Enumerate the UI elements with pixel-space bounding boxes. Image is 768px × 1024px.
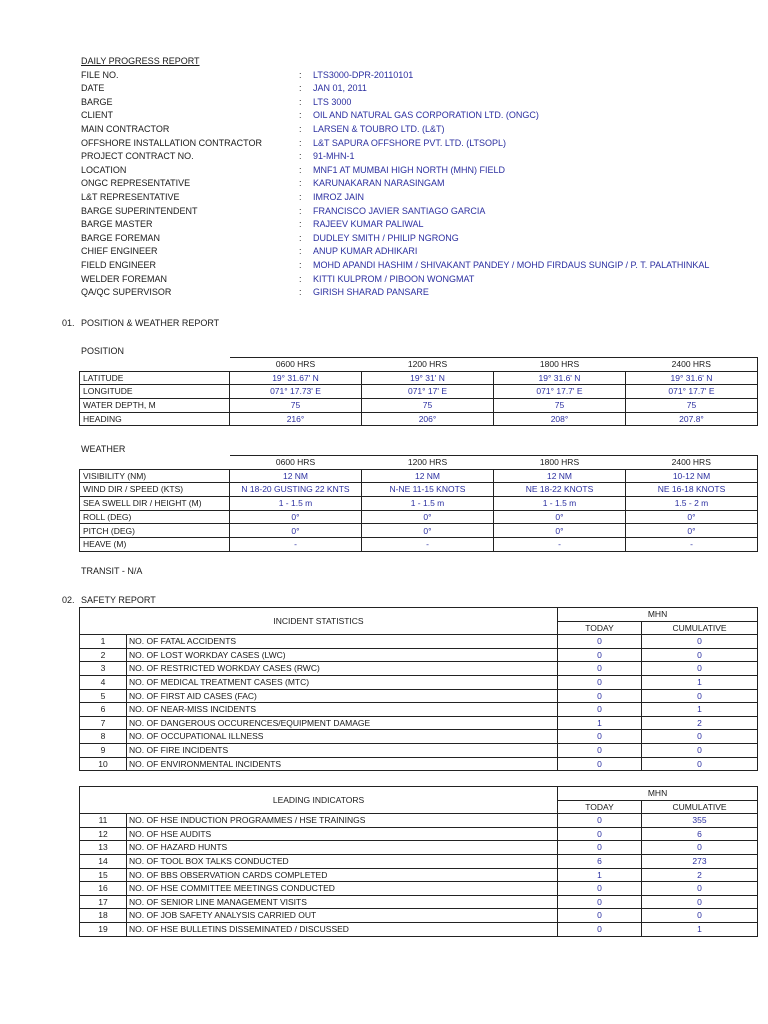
weather-column-header: 1800 HRS — [494, 456, 626, 470]
weather-cell: N-NE 11-15 KNOTS — [362, 483, 494, 497]
header-field-label: WELDER FOREMAN — [81, 273, 168, 284]
header-field-colon: : — [299, 259, 302, 270]
position-row-label: LATITUDE — [80, 371, 230, 385]
leading-today-value: 0 — [558, 922, 642, 936]
leading-cumulative-value: 1 — [642, 922, 758, 936]
header-field-colon: : — [299, 191, 302, 202]
leading-today-value: 0 — [558, 841, 642, 855]
header-field-value: OIL AND NATURAL GAS CORPORATION LTD. (ONGC) — [313, 110, 539, 121]
incident-row-number: 7 — [80, 716, 127, 730]
header-field-colon: : — [299, 110, 302, 121]
weather-cell: 0° — [362, 524, 494, 538]
weather-cell: 0° — [494, 524, 626, 538]
incident-cumulative-value: 0 — [642, 743, 758, 757]
incident-cumulative-value: 2 — [642, 716, 758, 730]
header-field-colon: : — [299, 83, 302, 94]
header-field-row — [81, 247, 761, 261]
weather-cell: 0° — [230, 524, 362, 538]
header-field-row — [81, 125, 761, 139]
leading-cumulative-value: 0 — [642, 909, 758, 923]
position-header-row — [80, 358, 758, 372]
header-field-label: FIELD ENGINEER — [81, 259, 157, 270]
header-field-colon: : — [299, 164, 302, 175]
position-cell: 75 — [494, 399, 626, 413]
header-field-value: RAJEEV KUMAR PALIWAL — [313, 219, 424, 230]
position-cell: 19° 31' N — [362, 371, 494, 385]
incident-statistics-table — [79, 607, 758, 771]
weather-cell: - — [362, 538, 494, 552]
header-field-label: OFFSHORE INSTALLATION CONTRACTOR — [81, 137, 263, 148]
leading-group-header: MHN — [558, 787, 758, 801]
header-field-label: LOCATION — [81, 164, 127, 175]
header-field-row — [81, 166, 761, 180]
position-cell: 75 — [230, 399, 362, 413]
incident-row — [80, 635, 758, 649]
leading-row-label: NO. OF JOB SAFETY ANALYSIS CARRIED OUT — [127, 909, 558, 923]
incident-row — [80, 757, 758, 771]
weather-row — [80, 497, 758, 511]
incident-row — [80, 730, 758, 744]
leading-row — [80, 882, 758, 896]
header-field-label: CHIEF ENGINEER — [81, 246, 158, 257]
weather-table — [79, 455, 758, 552]
leading-row — [80, 814, 758, 828]
incident-row — [80, 703, 758, 717]
position-row — [80, 385, 758, 399]
weather-cell: 12 NM — [230, 469, 362, 483]
weather-row-label: VISIBILITY (NM) — [80, 469, 230, 483]
weather-row-label: SEA SWELL DIR / HEIGHT (M) — [80, 497, 230, 511]
incident-today-value: 0 — [558, 730, 642, 744]
incident-row-number: 9 — [80, 743, 127, 757]
header-field-colon: : — [299, 205, 302, 216]
leading-row — [80, 841, 758, 855]
leading-cumulative-value: 6 — [642, 827, 758, 841]
leading-cumulative-value: 0 — [642, 895, 758, 909]
weather-column-header: 0600 HRS — [230, 456, 362, 470]
position-corner-cell — [80, 358, 230, 372]
header-field-value: LARSEN & TOUBRO LTD. (L&T) — [313, 123, 445, 134]
incident-row-label: NO. OF FIRE INCIDENTS — [127, 743, 558, 757]
position-cell: 071° 17' E — [362, 385, 494, 399]
header-field-label: FILE NO. — [81, 69, 119, 80]
incident-row — [80, 662, 758, 676]
incident-row — [80, 716, 758, 730]
header-field-value: KARUNAKARAN NARASINGAM — [313, 178, 445, 189]
header-field-colon: : — [299, 96, 302, 107]
position-table — [79, 357, 758, 426]
weather-row — [80, 483, 758, 497]
leading-cumulative-value: 0 — [642, 841, 758, 855]
weather-cell: 1 - 1.5 m — [494, 497, 626, 511]
leading-row-label: NO. OF HSE COMMITTEE MEETINGS CONDUCTED — [127, 882, 558, 896]
leading-row — [80, 827, 758, 841]
weather-cell: 0° — [494, 510, 626, 524]
incident-row-label: NO. OF ENVIRONMENTAL INCIDENTS — [127, 757, 558, 771]
header-field-value: 91-MHN-1 — [313, 151, 355, 162]
section-02-number: 02. — [62, 595, 75, 605]
incident-cumulative-value: 1 — [642, 675, 758, 689]
position-cell: 071° 17.7' E — [494, 385, 626, 399]
leading-row-label: NO. OF TOOL BOX TALKS CONDUCTED — [127, 854, 558, 868]
weather-column-header: 2400 HRS — [626, 456, 758, 470]
leading-cumulative-header: CUMULATIVE — [642, 800, 758, 814]
header-field-colon: : — [299, 69, 302, 80]
section-02-title: SAFETY REPORT — [81, 595, 156, 605]
weather-cell: 0° — [626, 510, 758, 524]
leading-row-number: 14 — [80, 854, 127, 868]
position-cell: 19° 31.67' N — [230, 371, 362, 385]
header-field-colon: : — [299, 273, 302, 284]
incident-row — [80, 743, 758, 757]
weather-cell: 0° — [626, 524, 758, 538]
header-field-value: JAN 01, 2011 — [313, 83, 367, 94]
incident-cumulative-header: CUMULATIVE — [642, 621, 758, 635]
leading-cumulative-value: 0 — [642, 882, 758, 896]
position-column-header: 2400 HRS — [626, 358, 758, 372]
report-title: DAILY PROGRESS REPORT — [81, 56, 200, 66]
header-field-colon: : — [299, 137, 302, 148]
incident-cumulative-value: 0 — [642, 635, 758, 649]
weather-cell: N 18-20 GUSTING 22 KNTS — [230, 483, 362, 497]
position-cell: 75 — [362, 399, 494, 413]
header-field-value: KITTI KULPROM / PIBOON WONGMAT — [313, 273, 475, 284]
weather-cell: 1.5 - 2 m — [626, 497, 758, 511]
leading-row-label: NO. OF SENIOR LINE MANAGEMENT VISITS — [127, 895, 558, 909]
weather-cell: 12 NM — [362, 469, 494, 483]
leading-today-value: 6 — [558, 854, 642, 868]
incident-row-label: NO. OF LOST WORKDAY CASES (LWC) — [127, 648, 558, 662]
leading-cumulative-value: 355 — [642, 814, 758, 828]
incident-row — [80, 675, 758, 689]
weather-cell: 1 - 1.5 m — [230, 497, 362, 511]
weather-cell: 10-12 NM — [626, 469, 758, 483]
header-field-colon: : — [299, 178, 302, 189]
weather-cell: 1 - 1.5 m — [362, 497, 494, 511]
leading-row-label: NO. OF BBS OBSERVATION CARDS COMPLETED — [127, 868, 558, 882]
header-field-value: FRANCISCO JAVIER SANTIAGO GARCIA — [313, 205, 486, 216]
incident-row-label: NO. OF FIRST AID CASES (FAC) — [127, 689, 558, 703]
incident-cumulative-value: 1 — [642, 703, 758, 717]
position-cell: 19° 31.6' N — [626, 371, 758, 385]
leading-row-number: 17 — [80, 895, 127, 909]
weather-column-header: 1200 HRS — [362, 456, 494, 470]
leading-cumulative-value: 2 — [642, 868, 758, 882]
header-field-row — [81, 139, 761, 153]
leading-row-number: 12 — [80, 827, 127, 841]
weather-row-label: PITCH (DEG) — [80, 524, 230, 538]
position-column-header: 0600 HRS — [230, 358, 362, 372]
header-field-label: CLIENT — [81, 110, 114, 121]
header-field-row — [81, 71, 761, 85]
header-field-value: MNF1 AT MUMBAI HIGH NORTH (MHN) FIELD — [313, 164, 506, 175]
header-field-row — [81, 288, 761, 302]
header-field-label: DATE — [81, 83, 105, 94]
incident-cumulative-value: 0 — [642, 648, 758, 662]
incident-row-number: 10 — [80, 757, 127, 771]
leading-today-value: 1 — [558, 868, 642, 882]
incident-today-value: 0 — [558, 689, 642, 703]
incident-cumulative-value: 0 — [642, 662, 758, 676]
position-column-header: 1200 HRS — [362, 358, 494, 372]
leading-today-value: 0 — [558, 814, 642, 828]
incident-today-value: 0 — [558, 662, 642, 676]
header-field-label: PROJECT CONTRACT NO. — [81, 151, 194, 162]
position-cell: 75 — [626, 399, 758, 413]
weather-cell: 0° — [230, 510, 362, 524]
leading-row-number: 19 — [80, 922, 127, 936]
leading-row-number: 13 — [80, 841, 127, 855]
incident-row-label: NO. OF MEDICAL TREATMENT CASES (MTC) — [127, 675, 558, 689]
header-field-value: LTS 3000 — [313, 96, 352, 107]
incident-row-number: 8 — [80, 730, 127, 744]
incident-group-header: MHN — [558, 608, 758, 622]
position-cell: 207.8° — [626, 412, 758, 426]
header-field-label: BARGE FOREMAN — [81, 232, 161, 243]
header-field-label: BARGE SUPERINTENDENT — [81, 205, 198, 216]
weather-cell: 12 NM — [494, 469, 626, 483]
incident-row-number: 1 — [80, 635, 127, 649]
report-header — [81, 57, 761, 302]
incident-row — [80, 689, 758, 703]
weather-row — [80, 524, 758, 538]
position-cell: 206° — [362, 412, 494, 426]
header-field-colon: : — [299, 246, 302, 257]
header-field-value: MOHD APANDI HASHIM / SHIVAKANT PANDEY / MOHD FIRDAUS SUNGIP / P. T. PALATHINKAL — [313, 259, 710, 270]
header-field-row — [81, 193, 761, 207]
weather-row — [80, 538, 758, 552]
weather-cell: - — [494, 538, 626, 552]
incident-cumulative-value: 0 — [642, 757, 758, 771]
incident-cumulative-value: 0 — [642, 689, 758, 703]
position-row — [80, 399, 758, 413]
leading-row-label: NO. OF HSE BULLETINS DISSEMINATED / DISCUSSED — [127, 922, 558, 936]
incident-row-number: 6 — [80, 703, 127, 717]
header-field-row — [81, 84, 761, 98]
header-field-label: L&T REPRESENTATIVE — [81, 191, 180, 202]
incident-row — [80, 648, 758, 662]
header-field-colon: : — [299, 219, 302, 230]
header-field-value: ANUP KUMAR ADHIKARI — [313, 246, 418, 257]
weather-cell: - — [230, 538, 362, 552]
position-cell: 071° 17.73' E — [230, 385, 362, 399]
header-field-row — [81, 220, 761, 234]
weather-label: WEATHER — [81, 444, 126, 454]
header-field-row — [81, 179, 761, 193]
leading-row — [80, 868, 758, 882]
header-field-row — [81, 207, 761, 221]
leading-row-number: 11 — [80, 814, 127, 828]
position-cell: 19° 31.6' N — [494, 371, 626, 385]
position-cell: 216° — [230, 412, 362, 426]
leading-today-value: 0 — [558, 882, 642, 896]
header-field-row — [81, 111, 761, 125]
incident-today-value: 1 — [558, 716, 642, 730]
leading-today-value: 0 — [558, 827, 642, 841]
leading-indicators-table — [79, 786, 758, 937]
incident-row-number: 3 — [80, 662, 127, 676]
header-field-colon: : — [299, 123, 302, 134]
incident-row-number: 2 — [80, 648, 127, 662]
weather-row-label: ROLL (DEG) — [80, 510, 230, 524]
incident-statistics-title: INCIDENT STATISTICS — [80, 608, 558, 635]
position-column-header: 1800 HRS — [494, 358, 626, 372]
leading-row-number: 18 — [80, 909, 127, 923]
header-field-value: DUDLEY SMITH / PHILIP NGRONG — [313, 232, 459, 243]
leading-indicators-title: LEADING INDICATORS — [80, 787, 558, 814]
header-field-label: MAIN CONTRACTOR — [81, 123, 170, 134]
position-row — [80, 412, 758, 426]
weather-cell: NE 18-22 KNOTS — [494, 483, 626, 497]
leading-today-header: TODAY — [558, 800, 642, 814]
weather-row — [80, 510, 758, 524]
leading-today-value: 0 — [558, 909, 642, 923]
section-01-number: 01. — [62, 318, 75, 328]
incident-row-label: NO. OF DANGEROUS OCCURENCES/EQUIPMENT DAMAGE — [127, 716, 558, 730]
incident-today-value: 0 — [558, 703, 642, 717]
weather-row — [80, 469, 758, 483]
weather-row-label: WIND DIR / SPEED (KTS) — [80, 483, 230, 497]
header-field-label: BARGE — [81, 96, 113, 107]
leading-row — [80, 922, 758, 936]
incident-cumulative-value: 0 — [642, 730, 758, 744]
header-field-row — [81, 234, 761, 248]
header-field-label: BARGE MASTER — [81, 219, 153, 230]
incident-today-value: 0 — [558, 635, 642, 649]
incident-today-value: 0 — [558, 757, 642, 771]
incident-row-number: 5 — [80, 689, 127, 703]
incident-today-value: 0 — [558, 675, 642, 689]
leading-row-label: NO. OF HAZARD HUNTS — [127, 841, 558, 855]
leading-row-label: NO. OF HSE AUDITS — [127, 827, 558, 841]
leading-row — [80, 854, 758, 868]
incident-row-label: NO. OF FATAL ACCIDENTS — [127, 635, 558, 649]
header-field-value: L&T SAPURA OFFSHORE PVT. LTD. (LTSOPL) — [313, 137, 507, 148]
position-row — [80, 371, 758, 385]
header-field-colon: : — [299, 232, 302, 243]
leading-cumulative-value: 273 — [642, 854, 758, 868]
section-01-title: POSITION & WEATHER REPORT — [81, 318, 220, 328]
position-label: POSITION — [81, 346, 125, 356]
header-field-label: QA/QC SUPERVISOR — [81, 287, 172, 298]
weather-cell: - — [626, 538, 758, 552]
weather-cell: 0° — [362, 510, 494, 524]
header-field-value: LTS3000-DPR-20110101 — [313, 69, 414, 80]
weather-header-row — [80, 456, 758, 470]
leading-row-number: 16 — [80, 882, 127, 896]
position-row-label: HEADING — [80, 412, 230, 426]
incident-row-label: NO. OF OCCUPATIONAL ILLNESS — [127, 730, 558, 744]
header-field-list — [81, 71, 761, 302]
weather-cell: NE 16-18 KNOTS — [626, 483, 758, 497]
transit-note: TRANSIT - N/A — [81, 566, 143, 576]
incident-row-label: NO. OF NEAR-MISS INCIDENTS — [127, 703, 558, 717]
header-field-row — [81, 152, 761, 166]
incident-today-header: TODAY — [558, 621, 642, 635]
leading-row-number: 15 — [80, 868, 127, 882]
leading-row — [80, 909, 758, 923]
header-field-row — [81, 98, 761, 112]
header-field-colon: : — [299, 151, 302, 162]
position-row-label: WATER DEPTH, M — [80, 399, 230, 413]
position-cell: 071° 17.7' E — [626, 385, 758, 399]
header-field-row — [81, 275, 761, 289]
header-field-value: IMROZ JAIN — [313, 191, 364, 202]
weather-row-label: HEAVE (M) — [80, 538, 230, 552]
position-cell: 208° — [494, 412, 626, 426]
header-field-value: GIRISH SHARAD PANSARE — [313, 287, 429, 298]
leading-row — [80, 895, 758, 909]
leading-today-value: 0 — [558, 895, 642, 909]
header-field-colon: : — [299, 287, 302, 298]
header-field-row — [81, 261, 761, 275]
header-field-label: ONGC REPRESENTATIVE — [81, 178, 191, 189]
weather-corner-cell — [80, 456, 230, 470]
incident-row-label: NO. OF RESTRICTED WORKDAY CASES (RWC) — [127, 662, 558, 676]
incident-today-value: 0 — [558, 743, 642, 757]
incident-row-number: 4 — [80, 675, 127, 689]
report-title-row — [81, 57, 761, 71]
position-row-label: LONGITUDE — [80, 385, 230, 399]
leading-row-label: NO. OF HSE INDUCTION PROGRAMMES / HSE TRAININGS — [127, 814, 558, 828]
incident-today-value: 0 — [558, 648, 642, 662]
